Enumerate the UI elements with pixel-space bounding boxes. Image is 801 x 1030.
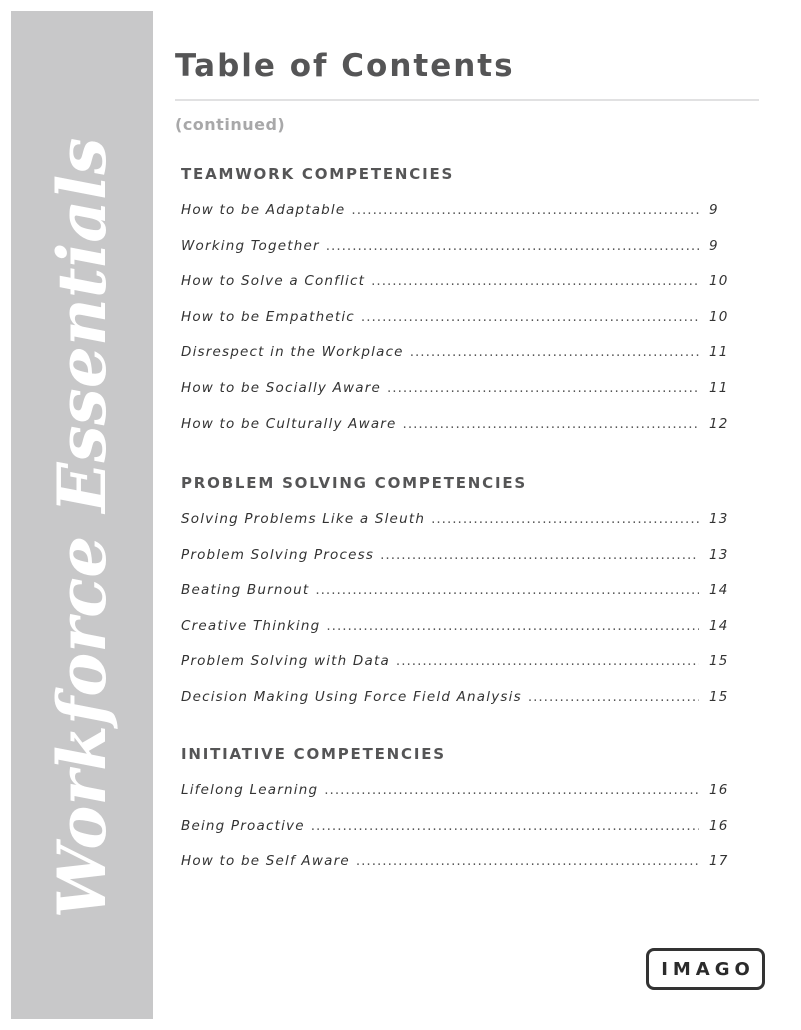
toc-entry-page: 11 xyxy=(709,379,729,396)
toc-entry-page: 10 xyxy=(709,273,729,290)
toc-entry[interactable] xyxy=(181,238,725,274)
toc-entry-page: 14 xyxy=(709,582,729,599)
toc-section-teamwork xyxy=(181,164,729,451)
toc-entry-title: How to be Socially Aware xyxy=(181,379,382,396)
dot-leader xyxy=(326,618,699,634)
title-divider xyxy=(175,99,759,101)
toc-entry[interactable] xyxy=(181,546,729,583)
toc-entry[interactable] xyxy=(181,853,729,889)
dot-leader xyxy=(371,273,699,289)
toc-entry-title: Creative Thinking xyxy=(181,617,321,634)
imago-logo: IMAGO xyxy=(646,948,765,990)
toc-entry-title: Problem Solving Process xyxy=(181,546,375,563)
dot-leader xyxy=(431,511,699,527)
toc-entry-title: How to be Adaptable xyxy=(181,202,346,218)
toc-entry-title: How to Solve a Conflict xyxy=(181,273,366,290)
toc-entry[interactable] xyxy=(181,202,725,238)
toc-entry-page: 9 xyxy=(709,237,719,254)
toc-entry-page: 13 xyxy=(709,546,729,563)
toc-entry[interactable] xyxy=(181,273,729,309)
toc-entry-title: Working Together xyxy=(181,237,320,254)
toc-entry[interactable] xyxy=(181,379,729,416)
toc-entry-page: 13 xyxy=(709,511,729,527)
dot-leader xyxy=(380,547,699,563)
toc-entry-title: How to be Self Aware xyxy=(181,853,350,870)
toc-entry[interactable] xyxy=(181,782,729,818)
toc-entry-title: Solving Problems Like a Sleuth xyxy=(181,511,426,527)
toc-entry[interactable] xyxy=(181,415,729,452)
toc-entry[interactable] xyxy=(181,653,729,689)
section-heading: INITIATIVE COMPETENCIES xyxy=(181,745,446,763)
toc-entry-page: 17 xyxy=(709,853,729,870)
toc-entry-title: Lifelong Learning xyxy=(181,782,319,798)
toc-entry[interactable] xyxy=(181,617,729,654)
toc-section-problem-solving xyxy=(181,473,729,725)
page-title: Table of Contents xyxy=(175,48,515,84)
page-subtitle: (continued) xyxy=(175,115,286,134)
dot-leader xyxy=(351,202,699,218)
toc-entry-title: How to be Empathetic xyxy=(181,308,355,325)
toc-entry-page: 14 xyxy=(709,617,729,634)
dot-leader xyxy=(324,782,699,798)
dot-leader xyxy=(311,818,699,834)
toc-section-initiative xyxy=(181,744,729,889)
dot-leader xyxy=(403,416,699,432)
toc-entry-title: Problem Solving with Data xyxy=(181,653,390,670)
section-heading: PROBLEM SOLVING COMPETENCIES xyxy=(181,474,528,492)
toc-entry-title: Disrespect in the Workplace xyxy=(181,344,404,361)
toc-entry[interactable] xyxy=(181,817,729,854)
toc-entry-page: 16 xyxy=(709,817,729,834)
sidebar-band xyxy=(11,11,153,1019)
toc-entry-page: 16 xyxy=(709,782,729,798)
dot-leader xyxy=(387,380,699,396)
toc-entry-page: 15 xyxy=(709,653,729,670)
dot-leader xyxy=(410,344,699,360)
dot-leader xyxy=(326,238,699,254)
toc-entry-title: Decision Making Using Force Field Analysis xyxy=(181,688,522,705)
toc-entry-page: 10 xyxy=(709,308,729,325)
dot-leader xyxy=(356,853,699,869)
toc-entry[interactable] xyxy=(181,511,729,547)
toc-entry-page: 12 xyxy=(709,415,729,432)
dot-leader xyxy=(396,653,699,669)
dot-leader xyxy=(361,309,699,325)
toc-entry-page: 11 xyxy=(709,344,729,361)
toc-entry-title: Beating Burnout xyxy=(181,582,310,599)
dot-leader xyxy=(315,582,699,598)
toc-entry[interactable] xyxy=(181,582,729,618)
toc-entry-title: Being Proactive xyxy=(181,817,305,834)
sidebar-title: Workforce Essentials xyxy=(43,137,121,919)
toc-entry[interactable] xyxy=(181,688,729,725)
toc-entry[interactable] xyxy=(181,344,729,380)
toc-entry-title: How to be Culturally Aware xyxy=(181,415,397,432)
toc-entry-page: 9 xyxy=(709,202,719,218)
toc-entry[interactable] xyxy=(181,308,729,345)
section-heading: TEAMWORK COMPETENCIES xyxy=(181,165,455,183)
toc-entry-page: 15 xyxy=(709,688,729,705)
dot-leader xyxy=(528,689,699,705)
